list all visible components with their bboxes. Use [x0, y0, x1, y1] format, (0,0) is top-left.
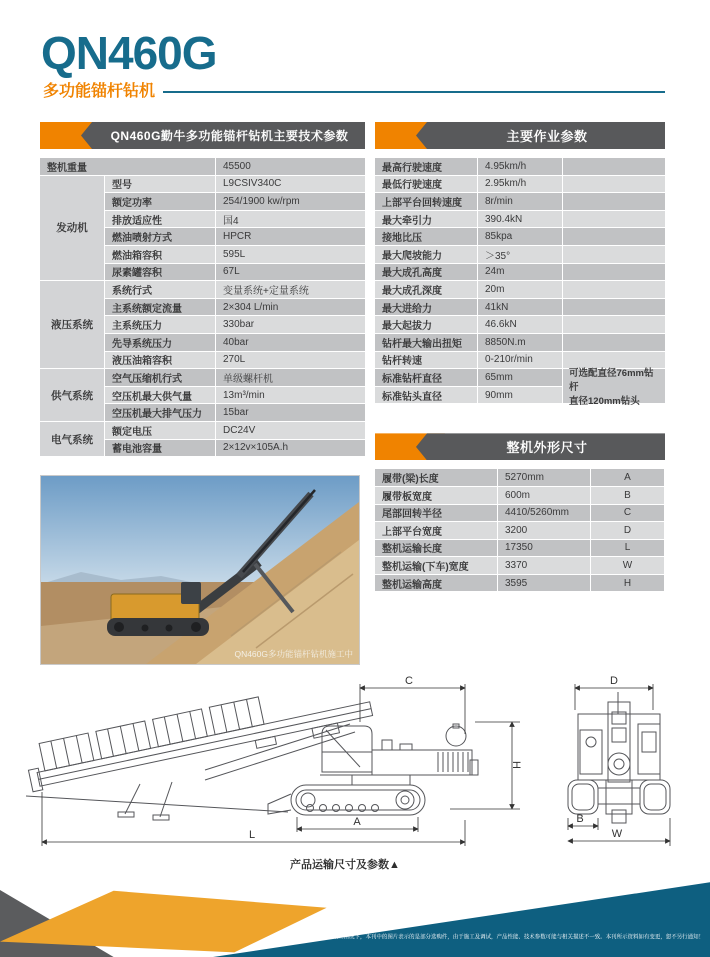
spec-label: 最大牵引力	[375, 211, 477, 228]
spec-label: 空气压缩机行式	[105, 369, 215, 386]
spec-label: 系统行式	[105, 281, 215, 298]
spec-label: 上部平台回转速度	[375, 193, 477, 210]
dim-value: 17350	[498, 540, 590, 557]
spec-label: 液压油箱容积	[105, 352, 215, 369]
spec-label: 最大成孔深度	[375, 281, 477, 298]
spec-label: 最大成孔高度	[375, 264, 477, 281]
spec-label: 标准钻杆直径	[375, 369, 477, 386]
spec-value: 67L	[216, 264, 365, 281]
spec-value: 8850N.m	[478, 334, 562, 351]
dim-letter-B: B	[576, 813, 584, 825]
dim-label: 履带板宽度	[375, 487, 497, 504]
spec-value: HPCR	[216, 228, 365, 245]
spec-extra	[563, 176, 665, 193]
spec-label: 空压机最大供气量	[105, 387, 215, 404]
spec-label: 最低行驶速度	[375, 176, 477, 193]
photo-caption: QN460G多功能锚杆钻机施工中	[234, 649, 353, 659]
dim-code: A	[591, 469, 664, 486]
spec-label: 主系统压力	[105, 316, 215, 333]
dim-label: 上部平台宽度	[375, 522, 497, 539]
spec-value: 390.4kN	[478, 211, 562, 228]
page-subtitle: 多功能锚杆钻机	[43, 83, 156, 100]
spec-value: 65mm	[478, 369, 562, 386]
spec-extra	[563, 228, 665, 245]
spec-extra	[563, 211, 665, 228]
dim-letter-A: A	[353, 816, 361, 828]
spec-label: 最高行驶速度	[375, 158, 477, 175]
spec-value: 13m³/min	[216, 387, 365, 404]
dim-label: 整机运输长度	[375, 540, 497, 557]
group-label: 供气系统	[40, 369, 104, 421]
spec-value: 90mm	[478, 387, 562, 404]
operation-table	[375, 158, 665, 408]
spec-label: 钻杆最大输出扭矩	[375, 334, 477, 351]
dim-value: 4410/5260mm	[498, 505, 590, 522]
spec-label: 接地比压	[375, 228, 477, 245]
group-label: 液压系统	[40, 281, 104, 368]
spec-label: 燃油喷射方式	[105, 228, 215, 245]
side-view-drawing	[23, 674, 478, 820]
dim-letter-D: D	[610, 675, 618, 687]
spec-value: 0-210r/min	[478, 352, 562, 369]
dim-code: L	[591, 540, 664, 557]
spec-value: 8r/min	[478, 193, 562, 210]
dim-code: D	[591, 522, 664, 539]
spec-extra	[563, 264, 665, 281]
spec-value: 4.95km/h	[478, 158, 562, 175]
spec-value: 2.95km/h	[478, 176, 562, 193]
spec-value: 单级螺杆机	[216, 369, 365, 386]
option-note-line2: 直径120mm钻头	[569, 396, 640, 408]
dim-letter-C: C	[405, 675, 413, 687]
dim-code: W	[591, 557, 664, 574]
option-note-line1: 可选配直径76mm钻杆	[569, 368, 654, 394]
spec-label: 型号	[105, 176, 215, 193]
spec-label: 燃油箱容积	[105, 246, 215, 263]
tech-table-header	[40, 122, 365, 149]
spec-value: 2×12v×105A.h	[216, 440, 365, 457]
spec-value: 20m	[478, 281, 562, 298]
spec-label: 尿素罐容积	[105, 264, 215, 281]
spec-label: 整机重量	[40, 158, 215, 175]
dimension-table-title: 整机外形尺寸	[506, 440, 588, 456]
drawing-caption: 产品运输尺寸及参数▲	[290, 859, 400, 871]
dimension-letters	[249, 675, 623, 841]
spec-extra	[563, 158, 665, 175]
dim-value: 3200	[498, 522, 590, 539]
title-rule	[163, 91, 665, 93]
dimension-drawing	[20, 672, 690, 857]
group-label: 发动机	[40, 176, 104, 281]
dim-label: 尾部回转半径	[375, 505, 497, 522]
spec-label: 标准钻头直径	[375, 387, 477, 404]
dimension-table-header	[375, 433, 665, 460]
footer-disclaimer: 在某些情况下，本刊中的图片表示的是部分选购件，由于施工及调试，产品性能、技术参数可能与相关描述不一致。本刊所示资料如有变更，恕不另行通知！	[327, 934, 704, 941]
spec-value: 41kN	[478, 299, 562, 316]
dim-value: 5270mm	[498, 469, 590, 486]
spec-label: 最大爬坡能力	[375, 246, 477, 263]
spec-value: 595L	[216, 246, 365, 263]
spec-value: 国4	[216, 211, 365, 228]
spec-label: 最大起拔力	[375, 316, 477, 333]
spec-value: 85kpa	[478, 228, 562, 245]
spec-label: 排放适应性	[105, 211, 215, 228]
spec-extra	[563, 246, 665, 263]
dim-letter-H: H	[510, 761, 522, 769]
spec-value: 46.6kN	[478, 316, 562, 333]
spec-value: 270L	[216, 352, 365, 369]
spec-label: 钻杆转速	[375, 352, 477, 369]
dim-value: 3595	[498, 575, 590, 592]
spec-value: L9CSIV340C	[216, 176, 365, 193]
spec-value: 254/1900 kw/rpm	[216, 193, 365, 210]
dim-code: B	[591, 487, 664, 504]
spec-value: 变量系统+定量系统	[216, 281, 365, 298]
page-title: QN460G	[41, 27, 217, 79]
spec-label: 额定电压	[105, 422, 215, 439]
spec-label: 额定功率	[105, 193, 215, 210]
operation-table-title: 主要作业参数	[506, 129, 588, 144]
dimension-table	[375, 469, 665, 591]
spec-value: 45500	[216, 158, 365, 175]
spec-extra	[563, 334, 665, 351]
dim-label: 整机运输高度	[375, 575, 497, 592]
worksite-photo	[40, 475, 360, 665]
spec-label: 空压机最大排气压力	[105, 404, 215, 421]
tech-table-title: QN460G勤牛多功能锚杆钻机主要技术参数	[110, 129, 349, 143]
tech-column	[40, 122, 365, 456]
dim-value: 600m	[498, 487, 590, 504]
spec-value: DC24V	[216, 422, 365, 439]
group-label: 电气系统	[40, 422, 104, 456]
spec-value: ＞35°	[478, 246, 562, 263]
spec-extra	[563, 316, 665, 333]
spec-extra	[563, 299, 665, 316]
dim-letter-L: L	[248, 829, 256, 841]
spec-value: 330bar	[216, 316, 365, 333]
operation-table-header	[375, 122, 665, 149]
dim-label: 履带(梁)长度	[375, 469, 497, 486]
rear-view-drawing	[568, 692, 670, 823]
spec-value: 24m	[478, 264, 562, 281]
option-note	[563, 368, 665, 408]
dim-label: 整机运输(下车)宽度	[375, 557, 497, 574]
dim-code: H	[591, 575, 664, 592]
spec-extra	[563, 281, 665, 298]
dim-value: 3370	[498, 557, 590, 574]
page-footer	[0, 880, 710, 957]
spec-extra	[563, 193, 665, 210]
spec-value: 2×304 L/min	[216, 299, 365, 316]
spec-value: 40bar	[216, 334, 365, 351]
spec-value: 15bar	[216, 404, 365, 421]
tech-spec-table	[40, 158, 365, 456]
dim-code: C	[591, 505, 664, 522]
dim-letter-W: W	[611, 828, 623, 840]
spec-label: 先导系统压力	[105, 334, 215, 351]
spec-label: 主系统额定流量	[105, 299, 215, 316]
spec-label: 最大进给力	[375, 299, 477, 316]
spec-label: 蓄电池容量	[105, 440, 215, 457]
operation-column	[375, 122, 665, 591]
